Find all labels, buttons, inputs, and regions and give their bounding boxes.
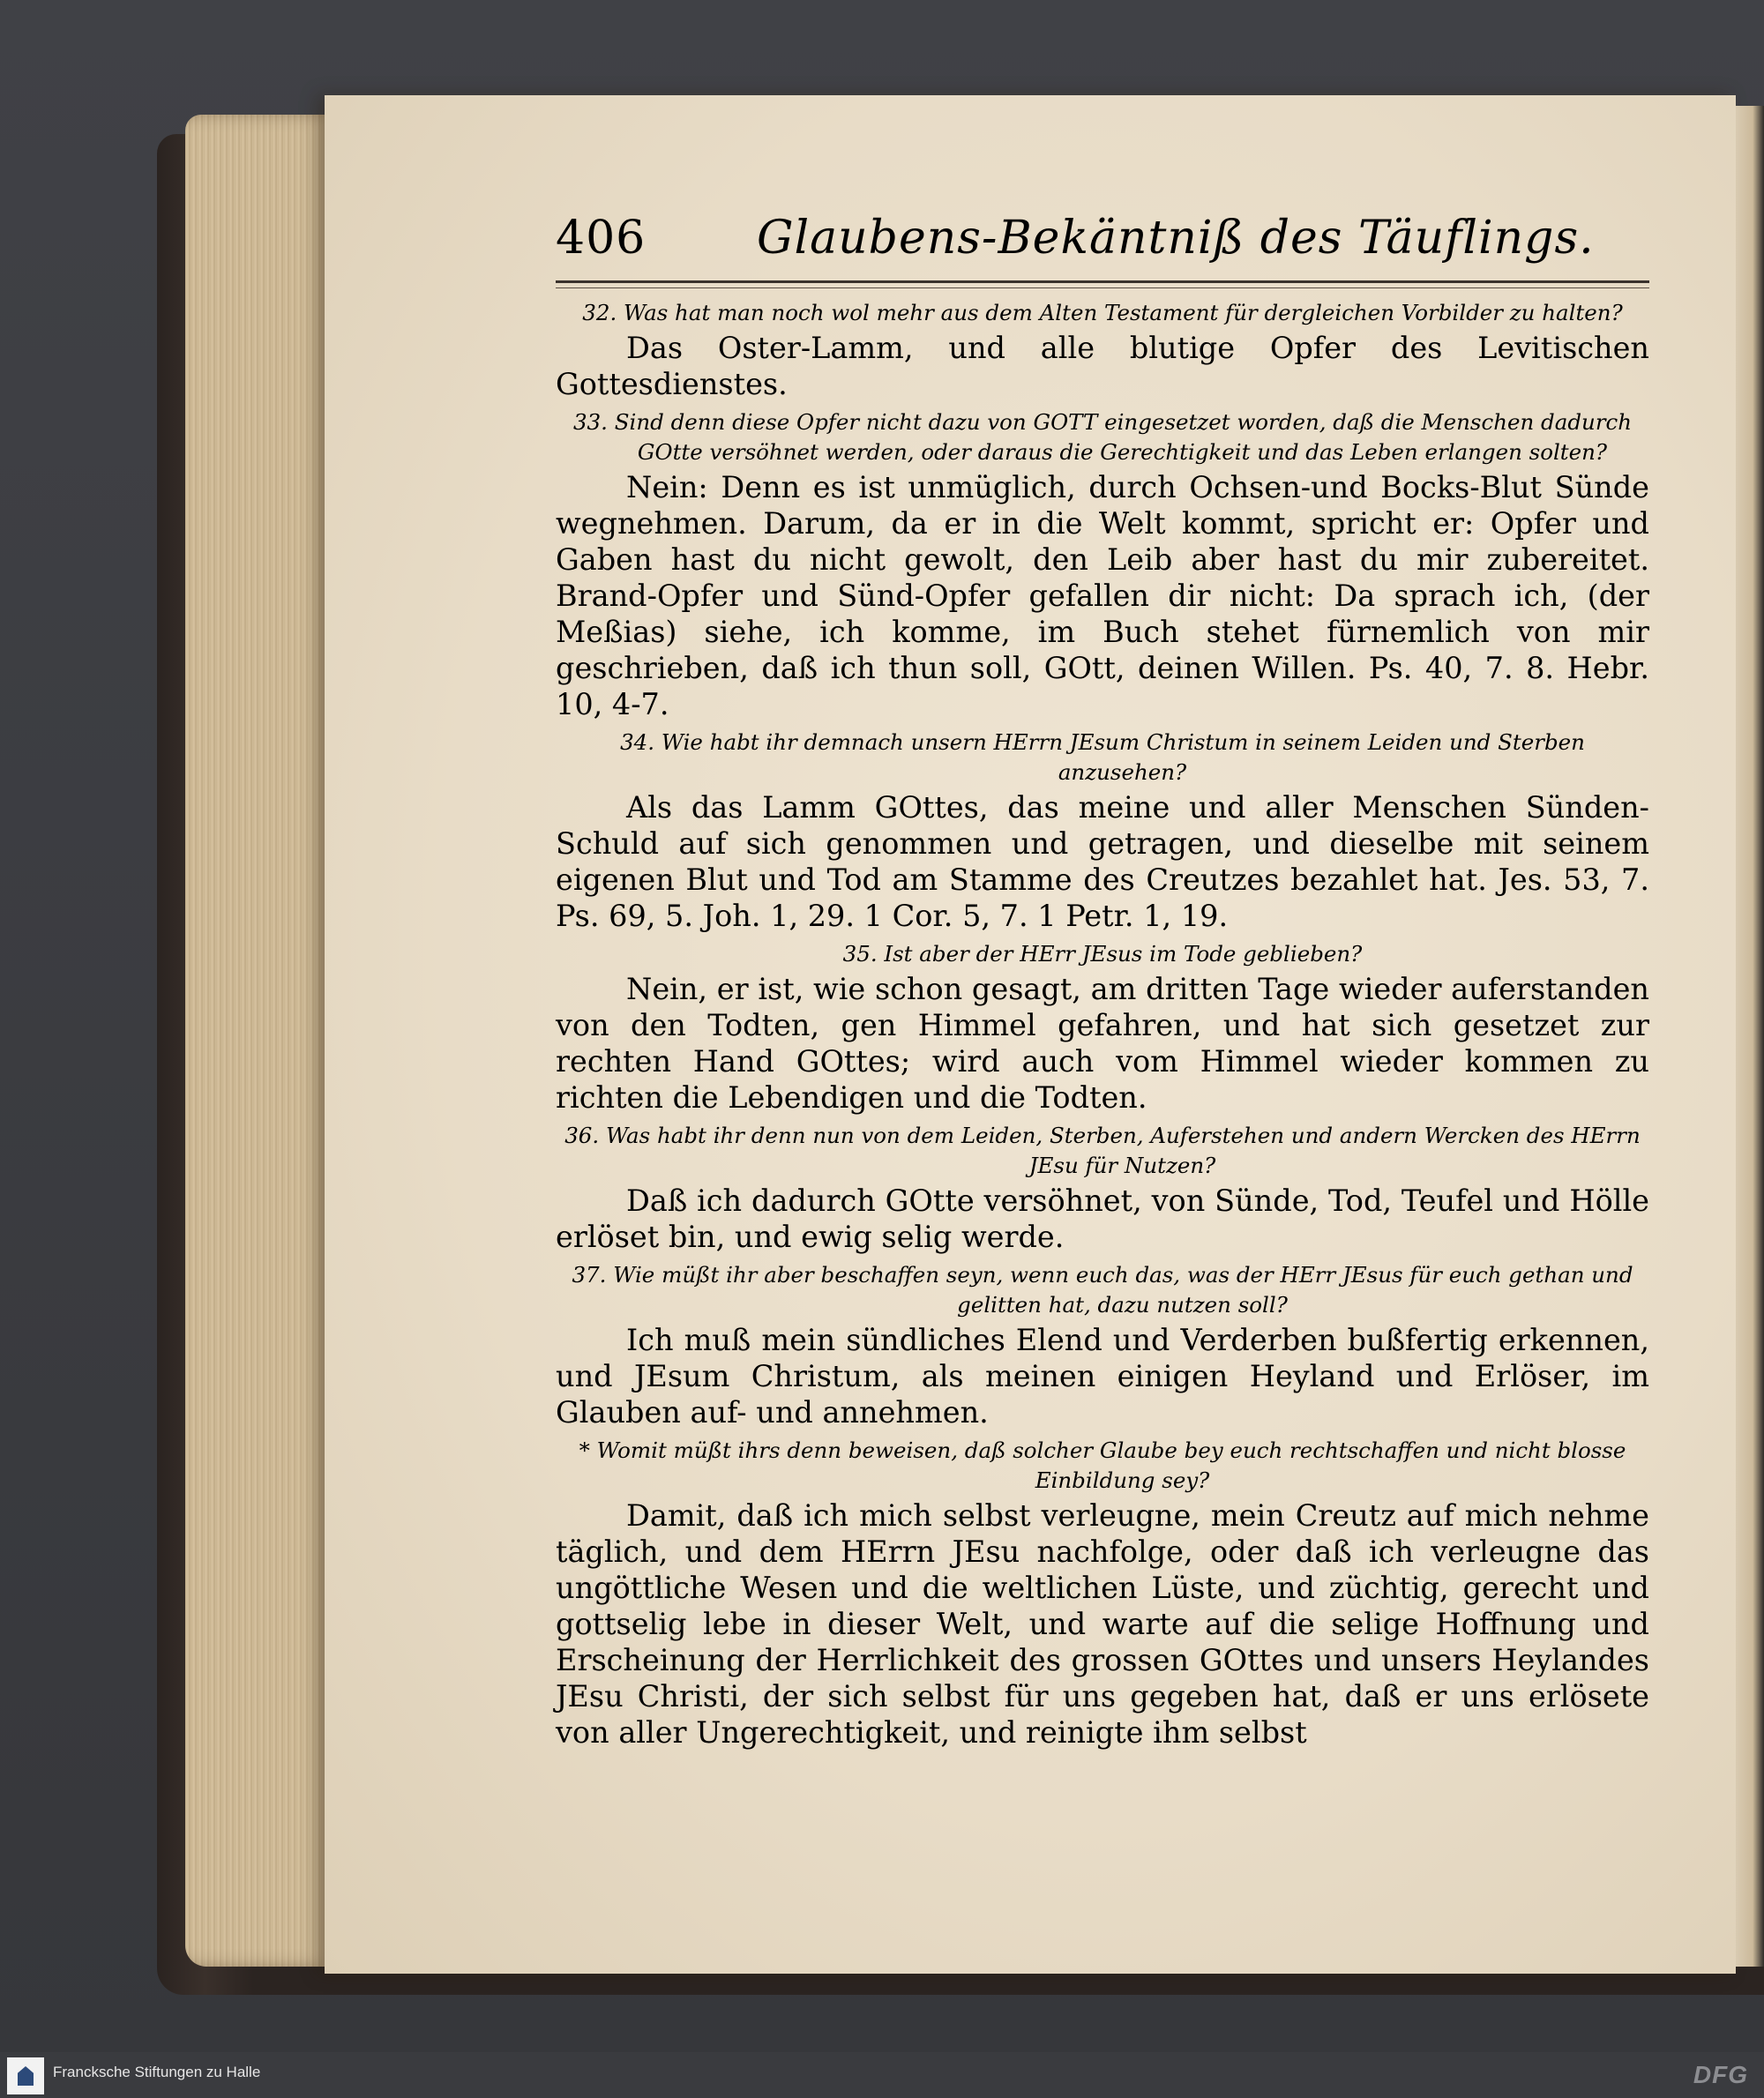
answer-37: Ich muß mein sündliches Elend und Verderben bußfertig erkennen, und JEsum Christum, als meinen einigen Heyland und Erlöser, im Glauben auf- und annehmen. — [556, 1323, 1649, 1430]
section-35 — [556, 939, 1649, 1116]
question-supplement: * Womit müßt ihrs denn beweisen, daß solcher Glaube bey euch rechtschaffen und nicht blosse Einbildung sey? — [579, 1437, 1626, 1493]
question-35: 35. Ist aber der HErr JEsus im Tode geblieben? — [842, 941, 1363, 967]
dfg-logo[interactable]: DFG — [1693, 2061, 1748, 2088]
answer-36: Daß ich dadurch GOtte versöhnet, von Sünde, Tod, Teufel und Hölle erlöset bin, und ewig selig werde. — [556, 1183, 1649, 1254]
institution-name[interactable]: Francksche Stiftungen zu Halle — [53, 2064, 261, 2080]
section-34 — [556, 728, 1649, 934]
section-32 — [556, 298, 1649, 402]
running-title: Glaubens-Bekäntniß des Täuflings. — [757, 212, 1595, 265]
answer-32: Das Oster-Lamm, und alle blutige Opfer des Levitischen Gottesdienstes. — [556, 331, 1649, 401]
section-supplement — [556, 1436, 1649, 1751]
page-body — [556, 298, 1649, 1756]
answer-34: Als das Lamm GOttes, das meine und aller Menschen Sünden-Schuld auf sich genommen und getragen, und dieselbe mit seinem eigenen Blut und Tod am Stamme des Creutzes bezahlet hat. Jes. 53, 7. Ps. 69, 5. Joh. 1, 29. 1 Cor. 5, 7. 1 Petr. 1, 19. — [556, 790, 1649, 933]
section-37 — [556, 1260, 1649, 1430]
answer-33: Nein: Denn es ist unmüglich, durch Ochsen-und Bocks-Blut Sünde wegnehmen. Darum, da er in die Welt kommt, spricht er: Opfer und Gaben hast du nicht gewolt, den Leib aber hast du mir zubereitet. Brand-Opfer und Sünd-Opfer gefallen dir nicht: Da sprach ich, (der Meßias) siehe, ich komme, im Buch stehet fürnemlich von mir geschrieben, daß ich thun soll, GOtt, deinen Willen. Ps. 40, 7. 8. Hebr. 10, 4-7. — [556, 470, 1649, 721]
facing-page-edge — [1736, 106, 1764, 1967]
page-edges — [185, 115, 335, 1967]
section-33 — [556, 407, 1649, 722]
header-rule — [556, 280, 1649, 283]
francke-foundation-logo-icon[interactable] — [7, 2057, 44, 2094]
question-33: 33. Sind denn diese Opfer nicht dazu von GOTT eingesetzet worden, daß die Menschen dadurch GOtte versöhnet werden, oder daraus die Gerechtigkeit und das Leben erlangen solten? — [572, 409, 1633, 465]
page-header — [556, 212, 1649, 273]
page-number: 406 — [556, 212, 647, 265]
viewer-footer — [0, 2052, 1764, 2098]
section-36 — [556, 1121, 1649, 1255]
question-37: 37. Wie müßt ihr aber beschaffen seyn, wenn euch das, was der HErr JEsus für euch gethan und gelitten hat, dazu nutzen soll? — [572, 1262, 1633, 1318]
header-rule-thin — [556, 287, 1649, 288]
answer-35: Nein, er ist, wie schon gesagt, am dritten Tage wieder auferstanden von den Todten, gen Himmel gefahren, und hat sich gesetzet zur rechten Hand GOttes; wird auch vom Himmel wieder kommen zu richten die Lebendigen und die Todten. — [556, 972, 1649, 1115]
question-34: 34. Wie habt ihr demnach unsern HErrn JEsum Christum in seinem Leiden und Sterben anzusehen? — [620, 729, 1585, 785]
question-32: 32. Was hat man noch wol mehr aus dem Alten Testament für dergleichen Vorbilder zu halten? — [582, 300, 1623, 325]
question-36: 36. Was habt ihr denn nun von dem Leiden, Sterben, Auferstehen und andern Wercken des HErrn JEsu für Nutzen? — [564, 1123, 1641, 1178]
answer-supplement: Damit, daß ich mich selbst verleugne, mein Creutz auf mich nehme täglich, und dem HErrn JEsu nachfolge, oder daß ich verleugne das ungöttliche Wesen und die weltlichen Lüste, und züchtig, gerecht und gottselig lebe in dieser Welt, und warte auf die selige Hoffnung und Erscheinung der Herrlichkeit des grossen GOttes und unsers Heylandes JEsu Christi, der sich selbst für uns gegeben hat, daß er uns erlösete von aller Ungerechtigkeit, und reinigte ihm selbst — [556, 1498, 1649, 1750]
